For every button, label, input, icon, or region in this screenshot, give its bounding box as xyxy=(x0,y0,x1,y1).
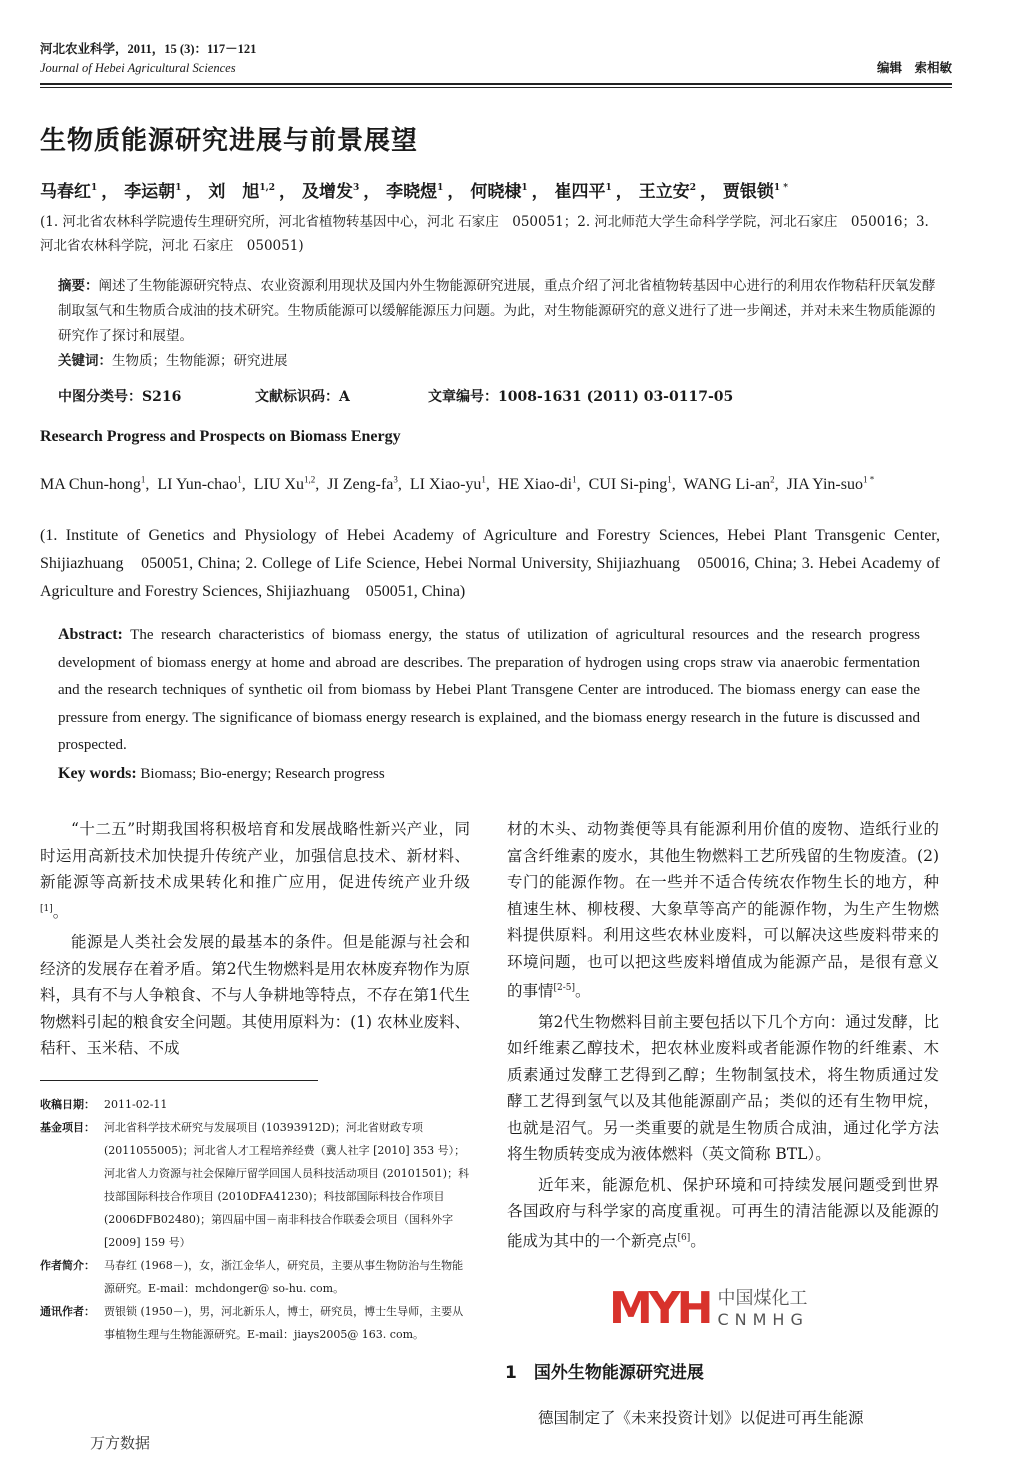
affiliation-cn: (1. 河北省农林科学院遗传生理研究所，河北省植物转基因中心，河北 石家庄 050051；2. 河北师范大学生命科学学院，河北石家庄 050016；3. 河北省农林科学院，河北 石家庄 050051) xyxy=(40,214,929,254)
footnotes xyxy=(40,1093,470,1346)
author-cn: 崔四平$^1$ ， xyxy=(554,182,633,202)
author-cn: 刘 旭$^{1,2}$ ， xyxy=(208,182,297,202)
watermark-en: CNMHG xyxy=(717,1310,809,1329)
author-en: MA Chun-hong$^1$, xyxy=(40,475,158,494)
body-column-left xyxy=(40,816,470,1062)
section-heading: 1 国外生物能源研究进展 xyxy=(505,1363,704,1383)
header-rule-bottom xyxy=(40,87,952,88)
author-cn: 何晓棣$^1$ ， xyxy=(470,182,549,202)
clc-number: 中图分类号：S216 xyxy=(58,389,182,405)
footnote-funding: 基金项目： 河北省科学技术研究与发展项目 (10393912D)；河北省财政专项 (2011055005)；河北省人才工程培养经费（冀人社字 [2010] 353 号）；河北省人力资源与社会保障厅留学回国人员科技活动项目 (20101501)；科技部国际科技合作项目 (2010DFA41230)；科技部国际科技合作项目 (2006DFB02480)；第四届中国－南非科技合作联委会项目（国科外字 [2009] 159 号） xyxy=(40,1121,470,1249)
author-cn: 及增发$^3$ ， xyxy=(301,182,381,202)
document-code: 文献标识码：A xyxy=(255,389,350,405)
paper-title-cn: 生物质能源研究进展与前景展望 xyxy=(40,126,419,156)
abstract-en-text: The research characteristics of biomass energy, the status of utilization of agricultural resources and the research progress development of biomass energy at home and abroad are describes. The preparation of hydrogen using crops straw via anaerobic fermentation and the research techniques of synthetic oil from biomass by Hebei Plant Transgene Center are introduced. The biomass energy can ease the pressure from energy. The significance of biomass energy research is explained, and the biomass energy research in the future is discussed and prospected. xyxy=(58,627,920,753)
watermark-cn: 中国煤化工 xyxy=(717,1288,808,1309)
abstract-en xyxy=(58,621,920,788)
citation-ref: [6] xyxy=(677,1232,691,1243)
keywords-cn-label: 关键词： xyxy=(58,353,112,369)
authors-en xyxy=(40,467,940,498)
citation-ref: [2-5] xyxy=(553,983,576,993)
header-rule-top xyxy=(40,83,952,85)
author-en: LI Yun-chao$^1$, xyxy=(157,475,254,494)
author-en: LIU Xu$^{1,2}$, xyxy=(253,475,328,494)
author-en: HE Xiao-$di^1$, xyxy=(497,475,589,494)
body-paragraph: 第2代生物燃料目前主要包括以下几个方向：通过发酵，比如纤维素乙醇技术，把农林业废料或者能源作物的纤维素、木质素通过发酵工艺得到乙醇；生物制氢技术，将生物质通过发酵工艺得到氢气以及其他能源副产品；类似的还有生物甲烷，也就是沼气。另一类重要的就是生物质合成油，通过化学方法将生物质转变成为液体燃料（英文简称 BTL）。 xyxy=(507,1012,939,1164)
abstract-cn-text: 阐述了生物能源研究特点、农业资源利用现状及国内外生物能源研究进展，重点介绍了河北省植物转基因中心进行的利用农作物秸秆厌氧发酵制取氢气和生物质合成油的技术研究。生物质能源可以缓解能源压力问题。为此，对生物能源研究的意义进行了进一步阐述，并对未来生物质能源的研究作了探讨和展望。 xyxy=(58,278,936,344)
abstract-cn-label: 摘要： xyxy=(58,278,99,294)
authors-cn xyxy=(40,177,792,202)
footnote-rule xyxy=(40,1080,318,1081)
body-paragraph: 德国制定了《未来投资计划》以促进可再生能源 xyxy=(538,1409,864,1427)
article-number: 文章编号：1008-1631 (2011) 03-0117-05 xyxy=(428,389,734,405)
keywords-en-text: Biomass; Bio-energy; Research progress xyxy=(140,765,385,782)
body-paragraph: “十二五”时期我国将积极培育和发展战略性新兴产业，同时运用高新技术加快提升传统产业，加强信息技术、新材料、新能源等高新技术成果转化和推广应用，促进传统产业升级[1]。 xyxy=(40,820,470,921)
footnote-corresponding: 通讯作者： 贾银锁 (1950－)，男，河北新乐人，博士，研究员，博士生导师，主要从事植物生理与生物能源研究。E-mail：jiays2005@ 163. com。 xyxy=(40,1305,464,1341)
body-paragraph: 材的木头、动物粪便等具有能源利用价值的废物、造纸行业的富含纤维素的废水，其他生物燃料工艺所残留的生物废渣。(2) 专门的能源作物。在一些并不适合传统农作物生长的地方，种植速生林、柳枝稷、大象草等高产的能源作物，为生产生物燃料提供原料。利用这些农林业废料，可以解决这些废料带来的环境问题，也可以把这些废料增值成为能源产品，是很有意义的事情[2-5]。 xyxy=(507,820,939,1001)
body-paragraph: 能源是人类社会发展的最基本的条件。但是能源与社会和经济的发展存在着矛盾。第2代生物燃料是用农林废弃物作为原料，具有不与人争粮食、不与人争耕地等特点，不存在第1代生物燃料引起的粮食安全问题。其使用原料为：(1) 农林业废料、秸秆、玉米秸、不成 xyxy=(40,933,470,1058)
footnote-author-bio: 作者简介： 马春红 (1968－)，女，浙江金华人，研究员，主要从事生物防治与生物能源研究。E-mail：mchdonger@ so-hu. com。 xyxy=(40,1259,464,1295)
author-cn: 贾银锁$^{1 *}$ xyxy=(722,182,789,202)
editor-credit: 编辑 索相敏 xyxy=(876,61,952,75)
author-en: LI Xiao-$yu^1$, xyxy=(409,475,498,494)
watermark-logo-mark: MYH xyxy=(609,1283,710,1334)
paper-title-en: Research Progress and Prospects on Biomass Energy xyxy=(40,428,401,445)
keywords-cn-text: 生物质；生物能源；研究进展 xyxy=(112,353,288,369)
author-cn: 马春红$^1$ ， xyxy=(40,182,119,202)
footnote-received: 收稿日期： 2011-02-11 xyxy=(40,1098,168,1111)
citation-ref: [1] xyxy=(40,903,53,914)
journal-name-en: Journal of Hebei Agricultural Sciences xyxy=(40,61,236,75)
author-en: JIA Yin-suo$^{1 *}$ xyxy=(786,475,875,494)
author-en: WANG $Li-an^2$, xyxy=(683,475,787,494)
author-en: JI Zeng-$fa^3$, xyxy=(327,475,410,494)
abstract-cn xyxy=(58,274,940,374)
author-cn: 王立安$^2$ ， xyxy=(638,182,717,202)
body-column-right xyxy=(507,816,939,1254)
author-cn: 李运朝$^1$ ， xyxy=(124,182,203,202)
abstract-en-label: Abstract: xyxy=(58,626,123,643)
watermark-logo xyxy=(605,1283,813,1335)
affiliation-en: (1. Institute of Genetics and Physiology of Hebei Academy of Agriculture and Forestry Sciences, Hebei Plant Transgenic Center, Shijiazhuang 050051, China; 2. College of Life Science, Hebei Normal University, Shijiazhuang 050016, China; 3. Hebei Academy of Agriculture and Forestry Sciences, Shijiazhuang 050051, China) xyxy=(40,527,940,600)
journal-citation: 河北农业科学，2011，15 (3)：117－121 xyxy=(40,42,257,56)
keywords-en-label: Key words: xyxy=(58,764,137,782)
source-footer: 万方数据 xyxy=(90,1434,151,1452)
author-en: CUI Si-ping$^1$, xyxy=(588,475,684,494)
body-paragraph: 近年来，能源危机、保护环境和可持续发展问题受到世界各国政府与科学家的高度重视。可再生的清洁能源以及能源的能成为其中的一个新亮点[6]。 xyxy=(507,1175,939,1250)
author-cn: 李晓煜$^1$ ， xyxy=(386,182,465,202)
